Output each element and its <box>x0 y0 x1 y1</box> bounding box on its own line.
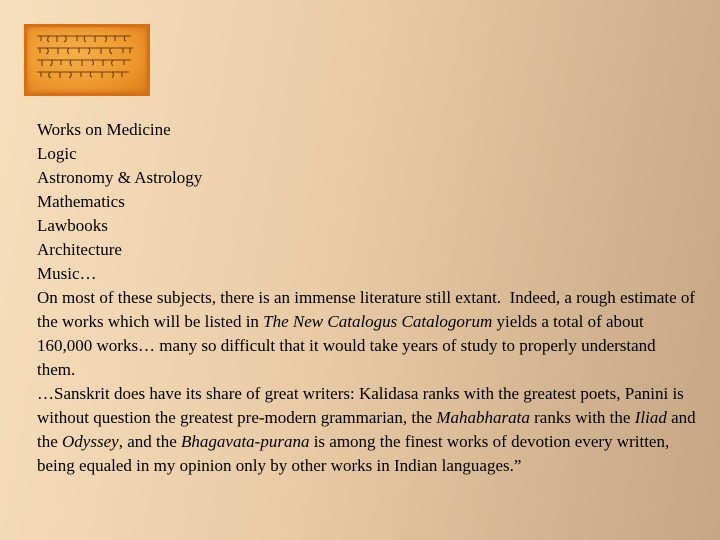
mahabharata-title: Mahabharata <box>436 408 530 427</box>
para2-text-d: , and the <box>118 432 182 451</box>
paragraph-literature <box>37 286 700 382</box>
paragraph-writers <box>37 382 700 478</box>
para2-text-c: and the <box>37 408 700 451</box>
manuscript-image <box>24 24 150 96</box>
bhagavata-title: Bhagavata-purana <box>181 432 310 451</box>
catalogus-title: The New Catalogus Catalogorum <box>263 312 493 331</box>
para2-text-e: is among the finest works of devotion every written, being equaled in my opinion only by other works in Indian languages.” <box>37 432 674 475</box>
para1-text-b: yields a total of about 160,000 works… many so difficult that it would take years of study to properly understand them. <box>37 312 660 379</box>
main-text <box>37 118 700 478</box>
subject-astronomy: Astronomy & Astrology <box>37 168 203 187</box>
subject-logic: Logic <box>37 144 77 163</box>
subject-architecture: Architecture <box>37 240 122 259</box>
subject-mathematics: Mathematics <box>37 192 125 211</box>
subject-lawbooks: Lawbooks <box>37 216 108 235</box>
iliad-title: Iliad <box>634 408 667 427</box>
manuscript-script-strokes <box>27 27 147 93</box>
para2-text-b: ranks with the <box>529 408 635 427</box>
para1-text-a: On most of these subjects, there is an immense literature still extant. Indeed, a rough estimate of the works which will be listed in <box>37 288 700 331</box>
para2-text-a: …Sanskrit does have its share of great writers: Kalidasa ranks with the greatest poets, Panini is without question the greatest pre-modern grammarian, the <box>37 384 689 427</box>
odyssey-title: Odyssey <box>62 432 119 451</box>
subject-medicine: Works on Medicine <box>37 120 171 139</box>
subject-music: Music… <box>37 264 97 283</box>
